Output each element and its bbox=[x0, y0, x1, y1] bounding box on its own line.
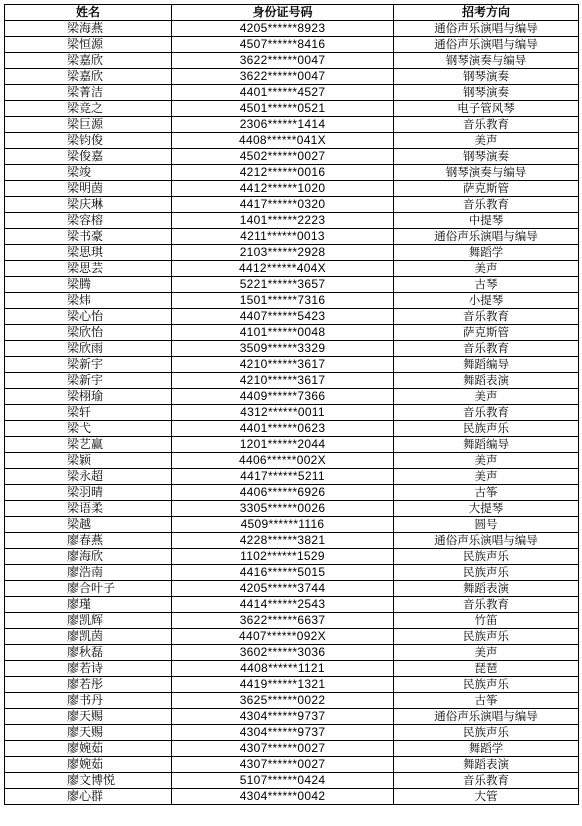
table-body bbox=[5, 21, 579, 805]
cell-name: 廖心群 bbox=[5, 789, 172, 805]
cell-name: 梁海燕 bbox=[5, 21, 172, 37]
table-row bbox=[5, 693, 579, 709]
cell-id-number: 4304******9737 bbox=[172, 725, 394, 741]
cell-name: 梁嘉欣 bbox=[5, 53, 172, 69]
cell-name: 梁弋 bbox=[5, 421, 172, 437]
cell-direction: 钢琴演奏 bbox=[394, 149, 579, 165]
cell-id-number: 4205******8923 bbox=[172, 21, 394, 37]
cell-name: 廖书丹 bbox=[5, 693, 172, 709]
cell-direction: 音乐教育 bbox=[394, 773, 579, 789]
cell-name: 梁炜 bbox=[5, 293, 172, 309]
cell-id-number: 5221******3657 bbox=[172, 277, 394, 293]
cell-direction: 钢琴演奏 bbox=[394, 69, 579, 85]
table-row bbox=[5, 581, 579, 597]
cell-name: 梁巨源 bbox=[5, 117, 172, 133]
cell-direction: 竹笛 bbox=[394, 613, 579, 629]
table-row bbox=[5, 661, 579, 677]
cell-direction: 民族声乐 bbox=[394, 725, 579, 741]
column-header-name: 姓名 bbox=[5, 5, 172, 21]
cell-name: 廖海欣 bbox=[5, 549, 172, 565]
cell-id-number: 4417******5211 bbox=[172, 469, 394, 485]
header-row bbox=[5, 5, 579, 21]
table-row bbox=[5, 325, 579, 341]
cell-direction: 民族声乐 bbox=[394, 629, 579, 645]
cell-id-number: 4212******0016 bbox=[172, 165, 394, 181]
cell-name: 廖文博悦 bbox=[5, 773, 172, 789]
cell-name: 梁永超 bbox=[5, 469, 172, 485]
cell-id-number: 4408******1121 bbox=[172, 661, 394, 677]
cell-name: 梁轩 bbox=[5, 405, 172, 421]
cell-name: 梁羽晴 bbox=[5, 485, 172, 501]
cell-name: 梁心怡 bbox=[5, 309, 172, 325]
table-row bbox=[5, 181, 579, 197]
table-row bbox=[5, 69, 579, 85]
cell-direction: 民族声乐 bbox=[394, 549, 579, 565]
cell-name: 梁思琪 bbox=[5, 245, 172, 261]
cell-id-number: 1501******7316 bbox=[172, 293, 394, 309]
cell-direction: 舞蹈表演 bbox=[394, 373, 579, 389]
cell-id-number: 4507******8416 bbox=[172, 37, 394, 53]
table-row bbox=[5, 421, 579, 437]
cell-id-number: 4406******6926 bbox=[172, 485, 394, 501]
cell-id-number: 3509******3329 bbox=[172, 341, 394, 357]
table-row bbox=[5, 245, 579, 261]
cell-id-number: 3622******6637 bbox=[172, 613, 394, 629]
cell-id-number: 1201******2044 bbox=[172, 437, 394, 453]
cell-id-number: 3625******0022 bbox=[172, 693, 394, 709]
table-row bbox=[5, 341, 579, 357]
cell-direction: 美声 bbox=[394, 389, 579, 405]
cell-name: 梁欣雨 bbox=[5, 341, 172, 357]
table-row bbox=[5, 725, 579, 741]
cell-name: 梁新宇 bbox=[5, 373, 172, 389]
cell-name: 廖若诗 bbox=[5, 661, 172, 677]
cell-name: 梁庆琳 bbox=[5, 197, 172, 213]
cell-id-number: 4416******5015 bbox=[172, 565, 394, 581]
cell-direction: 舞蹈学 bbox=[394, 245, 579, 261]
table-row bbox=[5, 629, 579, 645]
cell-id-number: 4228******3821 bbox=[172, 533, 394, 549]
table-row bbox=[5, 677, 579, 693]
table-row bbox=[5, 85, 579, 101]
cell-direction: 舞蹈表演 bbox=[394, 757, 579, 773]
table-row bbox=[5, 21, 579, 37]
cell-id-number: 2306******1414 bbox=[172, 117, 394, 133]
cell-id-number: 4406******002X bbox=[172, 453, 394, 469]
table-row bbox=[5, 133, 579, 149]
cell-direction: 音乐教育 bbox=[394, 597, 579, 613]
table-row bbox=[5, 405, 579, 421]
table-row bbox=[5, 565, 579, 581]
cell-id-number: 5107******0424 bbox=[172, 773, 394, 789]
table-row bbox=[5, 165, 579, 181]
cell-direction: 舞蹈编导 bbox=[394, 357, 579, 373]
cell-direction: 通俗声乐演唱与编导 bbox=[394, 37, 579, 53]
cell-direction: 大提琴 bbox=[394, 501, 579, 517]
cell-id-number: 4312******0011 bbox=[172, 405, 394, 421]
table-row bbox=[5, 149, 579, 165]
cell-direction: 音乐教育 bbox=[394, 405, 579, 421]
cell-direction: 电子管风琴 bbox=[394, 101, 579, 117]
cell-id-number: 4304******9737 bbox=[172, 709, 394, 725]
cell-id-number: 3602******3036 bbox=[172, 645, 394, 661]
cell-id-number: 4412******1020 bbox=[172, 181, 394, 197]
table-row bbox=[5, 773, 579, 789]
table-row bbox=[5, 229, 579, 245]
cell-direction: 美声 bbox=[394, 133, 579, 149]
table-row bbox=[5, 709, 579, 725]
cell-name: 梁恒源 bbox=[5, 37, 172, 53]
cell-name: 梁钧俊 bbox=[5, 133, 172, 149]
cell-id-number: 4401******4527 bbox=[172, 85, 394, 101]
cell-id-number: 3305******0026 bbox=[172, 501, 394, 517]
cell-id-number: 4304******0042 bbox=[172, 789, 394, 805]
cell-direction: 大管 bbox=[394, 789, 579, 805]
cell-name: 梁腾 bbox=[5, 277, 172, 293]
table-row bbox=[5, 117, 579, 133]
cell-name: 廖婉茹 bbox=[5, 757, 172, 773]
cell-id-number: 2103******2928 bbox=[172, 245, 394, 261]
column-header-id: 身份证号码 bbox=[172, 5, 394, 21]
cell-id-number: 4205******3744 bbox=[172, 581, 394, 597]
cell-name: 梁新宇 bbox=[5, 357, 172, 373]
cell-direction: 音乐教育 bbox=[394, 197, 579, 213]
cell-name: 梁明茵 bbox=[5, 181, 172, 197]
cell-direction: 通俗声乐演唱与编导 bbox=[394, 533, 579, 549]
cell-name: 梁容榕 bbox=[5, 213, 172, 229]
cell-id-number: 4407******092X bbox=[172, 629, 394, 645]
cell-id-number: 4401******0623 bbox=[172, 421, 394, 437]
cell-direction: 钢琴演奏 bbox=[394, 85, 579, 101]
table-row bbox=[5, 101, 579, 117]
cell-name: 廖秋磊 bbox=[5, 645, 172, 661]
cell-direction: 音乐教育 bbox=[394, 117, 579, 133]
cell-name: 廖浩南 bbox=[5, 565, 172, 581]
cell-direction: 音乐教育 bbox=[394, 341, 579, 357]
table-row bbox=[5, 389, 579, 405]
cell-direction: 通俗声乐演唱与编导 bbox=[394, 229, 579, 245]
cell-id-number: 3622******0047 bbox=[172, 53, 394, 69]
cell-direction: 小提琴 bbox=[394, 293, 579, 309]
cell-name: 梁欣怡 bbox=[5, 325, 172, 341]
table-row bbox=[5, 485, 579, 501]
cell-name: 梁艺赢 bbox=[5, 437, 172, 453]
cell-id-number: 1102******1529 bbox=[172, 549, 394, 565]
table-row bbox=[5, 517, 579, 533]
cell-direction: 舞蹈编导 bbox=[394, 437, 579, 453]
cell-direction: 古琴 bbox=[394, 277, 579, 293]
cell-id-number: 4101******0048 bbox=[172, 325, 394, 341]
cell-name: 梁思芸 bbox=[5, 261, 172, 277]
cell-name: 廖合叶子 bbox=[5, 581, 172, 597]
roster-table bbox=[4, 4, 579, 805]
cell-name: 廖春燕 bbox=[5, 533, 172, 549]
table-row bbox=[5, 197, 579, 213]
cell-direction: 通俗声乐演唱与编导 bbox=[394, 709, 579, 725]
cell-id-number: 4414******2543 bbox=[172, 597, 394, 613]
cell-id-number: 4307******0027 bbox=[172, 757, 394, 773]
table-row bbox=[5, 533, 579, 549]
cell-id-number: 4210******3617 bbox=[172, 373, 394, 389]
cell-name: 廖天赐 bbox=[5, 725, 172, 741]
cell-id-number: 4409******7366 bbox=[172, 389, 394, 405]
cell-direction: 圆号 bbox=[394, 517, 579, 533]
column-header-direction: 招考方向 bbox=[394, 5, 579, 21]
cell-direction: 萨克斯管 bbox=[394, 325, 579, 341]
table-row bbox=[5, 645, 579, 661]
table-row bbox=[5, 469, 579, 485]
cell-direction: 美声 bbox=[394, 453, 579, 469]
cell-direction: 美声 bbox=[394, 261, 579, 277]
cell-name: 梁俊嘉 bbox=[5, 149, 172, 165]
cell-direction: 钢琴演奏与编导 bbox=[394, 165, 579, 181]
table-row bbox=[5, 293, 579, 309]
cell-id-number: 4307******0027 bbox=[172, 741, 394, 757]
table-row bbox=[5, 437, 579, 453]
cell-name: 梁书豪 bbox=[5, 229, 172, 245]
cell-direction: 美声 bbox=[394, 469, 579, 485]
cell-direction: 钢琴演奏与编导 bbox=[394, 53, 579, 69]
table-row bbox=[5, 549, 579, 565]
cell-direction: 中提琴 bbox=[394, 213, 579, 229]
table-row bbox=[5, 261, 579, 277]
cell-id-number: 1401******2223 bbox=[172, 213, 394, 229]
cell-name: 廖凯茵 bbox=[5, 629, 172, 645]
cell-id-number: 4210******3617 bbox=[172, 357, 394, 373]
cell-id-number: 4408******041X bbox=[172, 133, 394, 149]
cell-id-number: 4412******404X bbox=[172, 261, 394, 277]
cell-direction: 萨克斯管 bbox=[394, 181, 579, 197]
cell-id-number: 4211******0013 bbox=[172, 229, 394, 245]
cell-name: 梁嘉欣 bbox=[5, 69, 172, 85]
cell-direction: 音乐教育 bbox=[394, 309, 579, 325]
cell-name: 梁越 bbox=[5, 517, 172, 533]
cell-id-number: 4509******1116 bbox=[172, 517, 394, 533]
cell-name: 梁颖 bbox=[5, 453, 172, 469]
table-row bbox=[5, 277, 579, 293]
table-row bbox=[5, 453, 579, 469]
cell-name: 梁栩瑜 bbox=[5, 389, 172, 405]
cell-name: 廖天赐 bbox=[5, 709, 172, 725]
cell-direction: 古筝 bbox=[394, 485, 579, 501]
cell-name: 梁菁洁 bbox=[5, 85, 172, 101]
cell-direction: 舞蹈学 bbox=[394, 741, 579, 757]
table-row bbox=[5, 373, 579, 389]
table-row bbox=[5, 597, 579, 613]
table-row bbox=[5, 309, 579, 325]
cell-name: 梁语柔 bbox=[5, 501, 172, 517]
cell-name: 廖婉茹 bbox=[5, 741, 172, 757]
table-row bbox=[5, 741, 579, 757]
cell-id-number: 4417******0320 bbox=[172, 197, 394, 213]
cell-name: 梁竣 bbox=[5, 165, 172, 181]
table-row bbox=[5, 53, 579, 69]
cell-direction: 古筝 bbox=[394, 693, 579, 709]
cell-direction: 美声 bbox=[394, 645, 579, 661]
cell-name: 廖凯辉 bbox=[5, 613, 172, 629]
cell-id-number: 4407******5423 bbox=[172, 309, 394, 325]
table-row bbox=[5, 37, 579, 53]
cell-id-number: 4502******0027 bbox=[172, 149, 394, 165]
cell-id-number: 4501******0521 bbox=[172, 101, 394, 117]
table-row bbox=[5, 357, 579, 373]
roster-table-container bbox=[4, 4, 579, 805]
table-row bbox=[5, 613, 579, 629]
cell-direction: 民族声乐 bbox=[394, 677, 579, 693]
cell-name: 廖瑾 bbox=[5, 597, 172, 613]
cell-direction: 民族声乐 bbox=[394, 565, 579, 581]
cell-name: 廖若彤 bbox=[5, 677, 172, 693]
cell-name: 梁竞之 bbox=[5, 101, 172, 117]
table-row bbox=[5, 501, 579, 517]
cell-direction: 舞蹈表演 bbox=[394, 581, 579, 597]
cell-id-number: 3622******0047 bbox=[172, 69, 394, 85]
table-row bbox=[5, 757, 579, 773]
table-row bbox=[5, 213, 579, 229]
cell-direction: 民族声乐 bbox=[394, 421, 579, 437]
table-row bbox=[5, 789, 579, 805]
cell-direction: 通俗声乐演唱与编导 bbox=[394, 21, 579, 37]
cell-id-number: 4419******1321 bbox=[172, 677, 394, 693]
cell-direction: 琵琶 bbox=[394, 661, 579, 677]
